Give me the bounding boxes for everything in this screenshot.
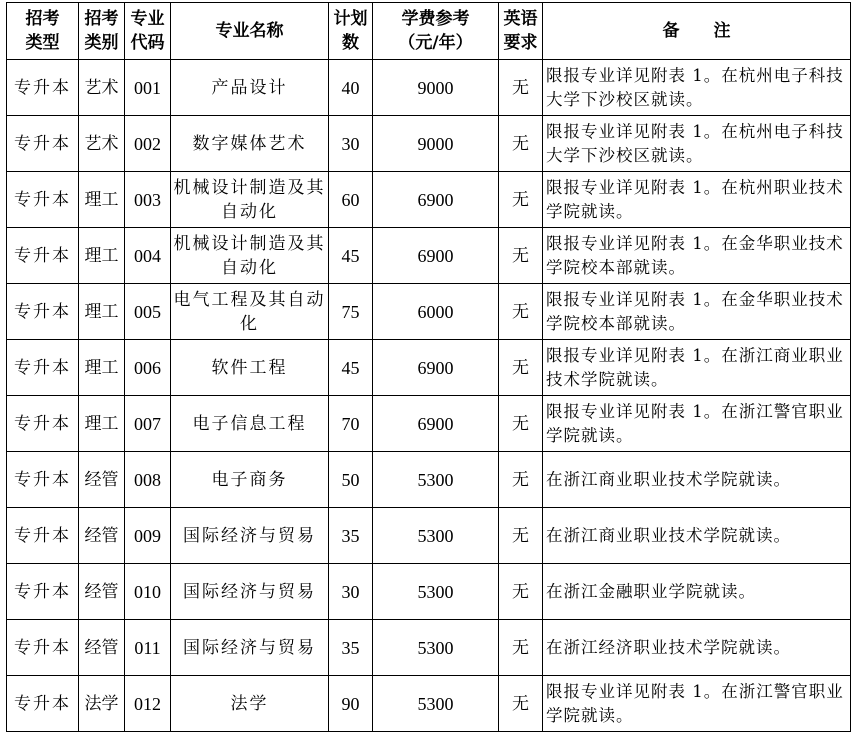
cell-note: 在浙江商业职业技术学院就读。 — [543, 452, 851, 508]
cell-fee: 5300 — [373, 452, 499, 508]
header-row — [7, 3, 851, 60]
cell-english: 无 — [499, 620, 543, 676]
cell-category: 法学 — [79, 676, 125, 732]
header-name: 专业名称 — [171, 3, 329, 60]
cell-english: 无 — [499, 452, 543, 508]
cell-plan: 35 — [329, 620, 373, 676]
cell-type: 专升本 — [7, 172, 79, 228]
table-row — [7, 340, 851, 396]
table-row — [7, 676, 851, 732]
cell-english: 无 — [499, 116, 543, 172]
cell-english: 无 — [499, 340, 543, 396]
cell-name: 国际经济与贸易 — [171, 564, 329, 620]
cell-name: 国际经济与贸易 — [171, 620, 329, 676]
cell-note: 限报专业详见附表 1。在杭州电子科技大学下沙校区就读。 — [543, 60, 851, 116]
cell-name: 机械设计制造及其自动化 — [171, 228, 329, 284]
cell-type: 专升本 — [7, 116, 79, 172]
cell-code: 008 — [125, 452, 171, 508]
cell-type: 专升本 — [7, 620, 79, 676]
table-row — [7, 564, 851, 620]
cell-code: 005 — [125, 284, 171, 340]
cell-plan: 90 — [329, 676, 373, 732]
cell-code: 011 — [125, 620, 171, 676]
header-category: 招考 类别 — [79, 3, 125, 60]
cell-plan: 40 — [329, 60, 373, 116]
cell-fee: 6900 — [373, 340, 499, 396]
cell-note: 在浙江商业职业技术学院就读。 — [543, 508, 851, 564]
cell-english: 无 — [499, 172, 543, 228]
cell-type: 专升本 — [7, 60, 79, 116]
table-row — [7, 116, 851, 172]
cell-plan: 45 — [329, 340, 373, 396]
cell-english: 无 — [499, 508, 543, 564]
cell-type: 专升本 — [7, 452, 79, 508]
cell-note: 限报专业详见附表 1。在浙江商业职业技术学院就读。 — [543, 340, 851, 396]
cell-fee: 6900 — [373, 228, 499, 284]
table-row — [7, 172, 851, 228]
table-row — [7, 620, 851, 676]
cell-type: 专升本 — [7, 284, 79, 340]
cell-category: 理工 — [79, 284, 125, 340]
cell-name: 数字媒体艺术 — [171, 116, 329, 172]
cell-category: 理工 — [79, 396, 125, 452]
cell-category: 经管 — [79, 620, 125, 676]
cell-code: 007 — [125, 396, 171, 452]
cell-name: 机械设计制造及其自动化 — [171, 172, 329, 228]
cell-category: 经管 — [79, 508, 125, 564]
cell-code: 001 — [125, 60, 171, 116]
cell-note: 限报专业详见附表 1。在浙江警官职业学院就读。 — [543, 396, 851, 452]
cell-plan: 60 — [329, 172, 373, 228]
cell-name: 电子商务 — [171, 452, 329, 508]
cell-fee: 5300 — [373, 508, 499, 564]
cell-note: 限报专业详见附表 1。在杭州电子科技大学下沙校区就读。 — [543, 116, 851, 172]
cell-fee: 6000 — [373, 284, 499, 340]
cell-plan: 70 — [329, 396, 373, 452]
cell-english: 无 — [499, 284, 543, 340]
header-note: 备 注 — [543, 3, 851, 60]
table-row — [7, 228, 851, 284]
cell-note: 在浙江金融职业学院就读。 — [543, 564, 851, 620]
cell-fee: 5300 — [373, 620, 499, 676]
cell-code: 009 — [125, 508, 171, 564]
cell-fee: 6900 — [373, 172, 499, 228]
cell-category: 艺术 — [79, 60, 125, 116]
header-code: 专业 代码 — [125, 3, 171, 60]
cell-name: 电子信息工程 — [171, 396, 329, 452]
cell-english: 无 — [499, 396, 543, 452]
table-row — [7, 452, 851, 508]
cell-type: 专升本 — [7, 676, 79, 732]
cell-type: 专升本 — [7, 396, 79, 452]
cell-code: 010 — [125, 564, 171, 620]
header-english: 英语 要求 — [499, 3, 543, 60]
cell-note: 限报专业详见附表 1。在浙江警官职业学院就读。 — [543, 676, 851, 732]
cell-code: 006 — [125, 340, 171, 396]
cell-plan: 35 — [329, 508, 373, 564]
cell-code: 003 — [125, 172, 171, 228]
cell-name: 国际经济与贸易 — [171, 508, 329, 564]
table-row — [7, 396, 851, 452]
cell-plan: 30 — [329, 564, 373, 620]
cell-name: 电气工程及其自动化 — [171, 284, 329, 340]
header-plan: 计划 数 — [329, 3, 373, 60]
cell-plan: 75 — [329, 284, 373, 340]
cell-type: 专升本 — [7, 228, 79, 284]
cell-name: 软件工程 — [171, 340, 329, 396]
cell-category: 艺术 — [79, 116, 125, 172]
cell-english: 无 — [499, 676, 543, 732]
cell-category: 理工 — [79, 340, 125, 396]
cell-note: 限报专业详见附表 1。在杭州职业技术学院就读。 — [543, 172, 851, 228]
cell-code: 004 — [125, 228, 171, 284]
table-body — [7, 60, 851, 732]
cell-plan: 45 — [329, 228, 373, 284]
cell-fee: 9000 — [373, 60, 499, 116]
cell-fee: 5300 — [373, 564, 499, 620]
table-row — [7, 508, 851, 564]
cell-code: 002 — [125, 116, 171, 172]
table-row — [7, 284, 851, 340]
cell-fee: 9000 — [373, 116, 499, 172]
header-fee: 学费参考 （元/年） — [373, 3, 499, 60]
table-header — [7, 3, 851, 60]
cell-code: 012 — [125, 676, 171, 732]
cell-category: 理工 — [79, 172, 125, 228]
table-row — [7, 60, 851, 116]
cell-category: 经管 — [79, 564, 125, 620]
cell-fee: 6900 — [373, 396, 499, 452]
cell-type: 专升本 — [7, 564, 79, 620]
header-type: 招考 类型 — [7, 3, 79, 60]
cell-type: 专升本 — [7, 340, 79, 396]
cell-plan: 50 — [329, 452, 373, 508]
cell-name: 法学 — [171, 676, 329, 732]
cell-fee: 5300 — [373, 676, 499, 732]
cell-english: 无 — [499, 60, 543, 116]
cell-note: 限报专业详见附表 1。在金华职业技术学院校本部就读。 — [543, 228, 851, 284]
cell-category: 经管 — [79, 452, 125, 508]
cell-type: 专升本 — [7, 508, 79, 564]
cell-note: 限报专业详见附表 1。在金华职业技术学院校本部就读。 — [543, 284, 851, 340]
enrollment-table — [6, 2, 851, 732]
cell-note: 在浙江经济职业技术学院就读。 — [543, 620, 851, 676]
cell-plan: 30 — [329, 116, 373, 172]
cell-name: 产品设计 — [171, 60, 329, 116]
cell-english: 无 — [499, 228, 543, 284]
cell-english: 无 — [499, 564, 543, 620]
cell-category: 理工 — [79, 228, 125, 284]
